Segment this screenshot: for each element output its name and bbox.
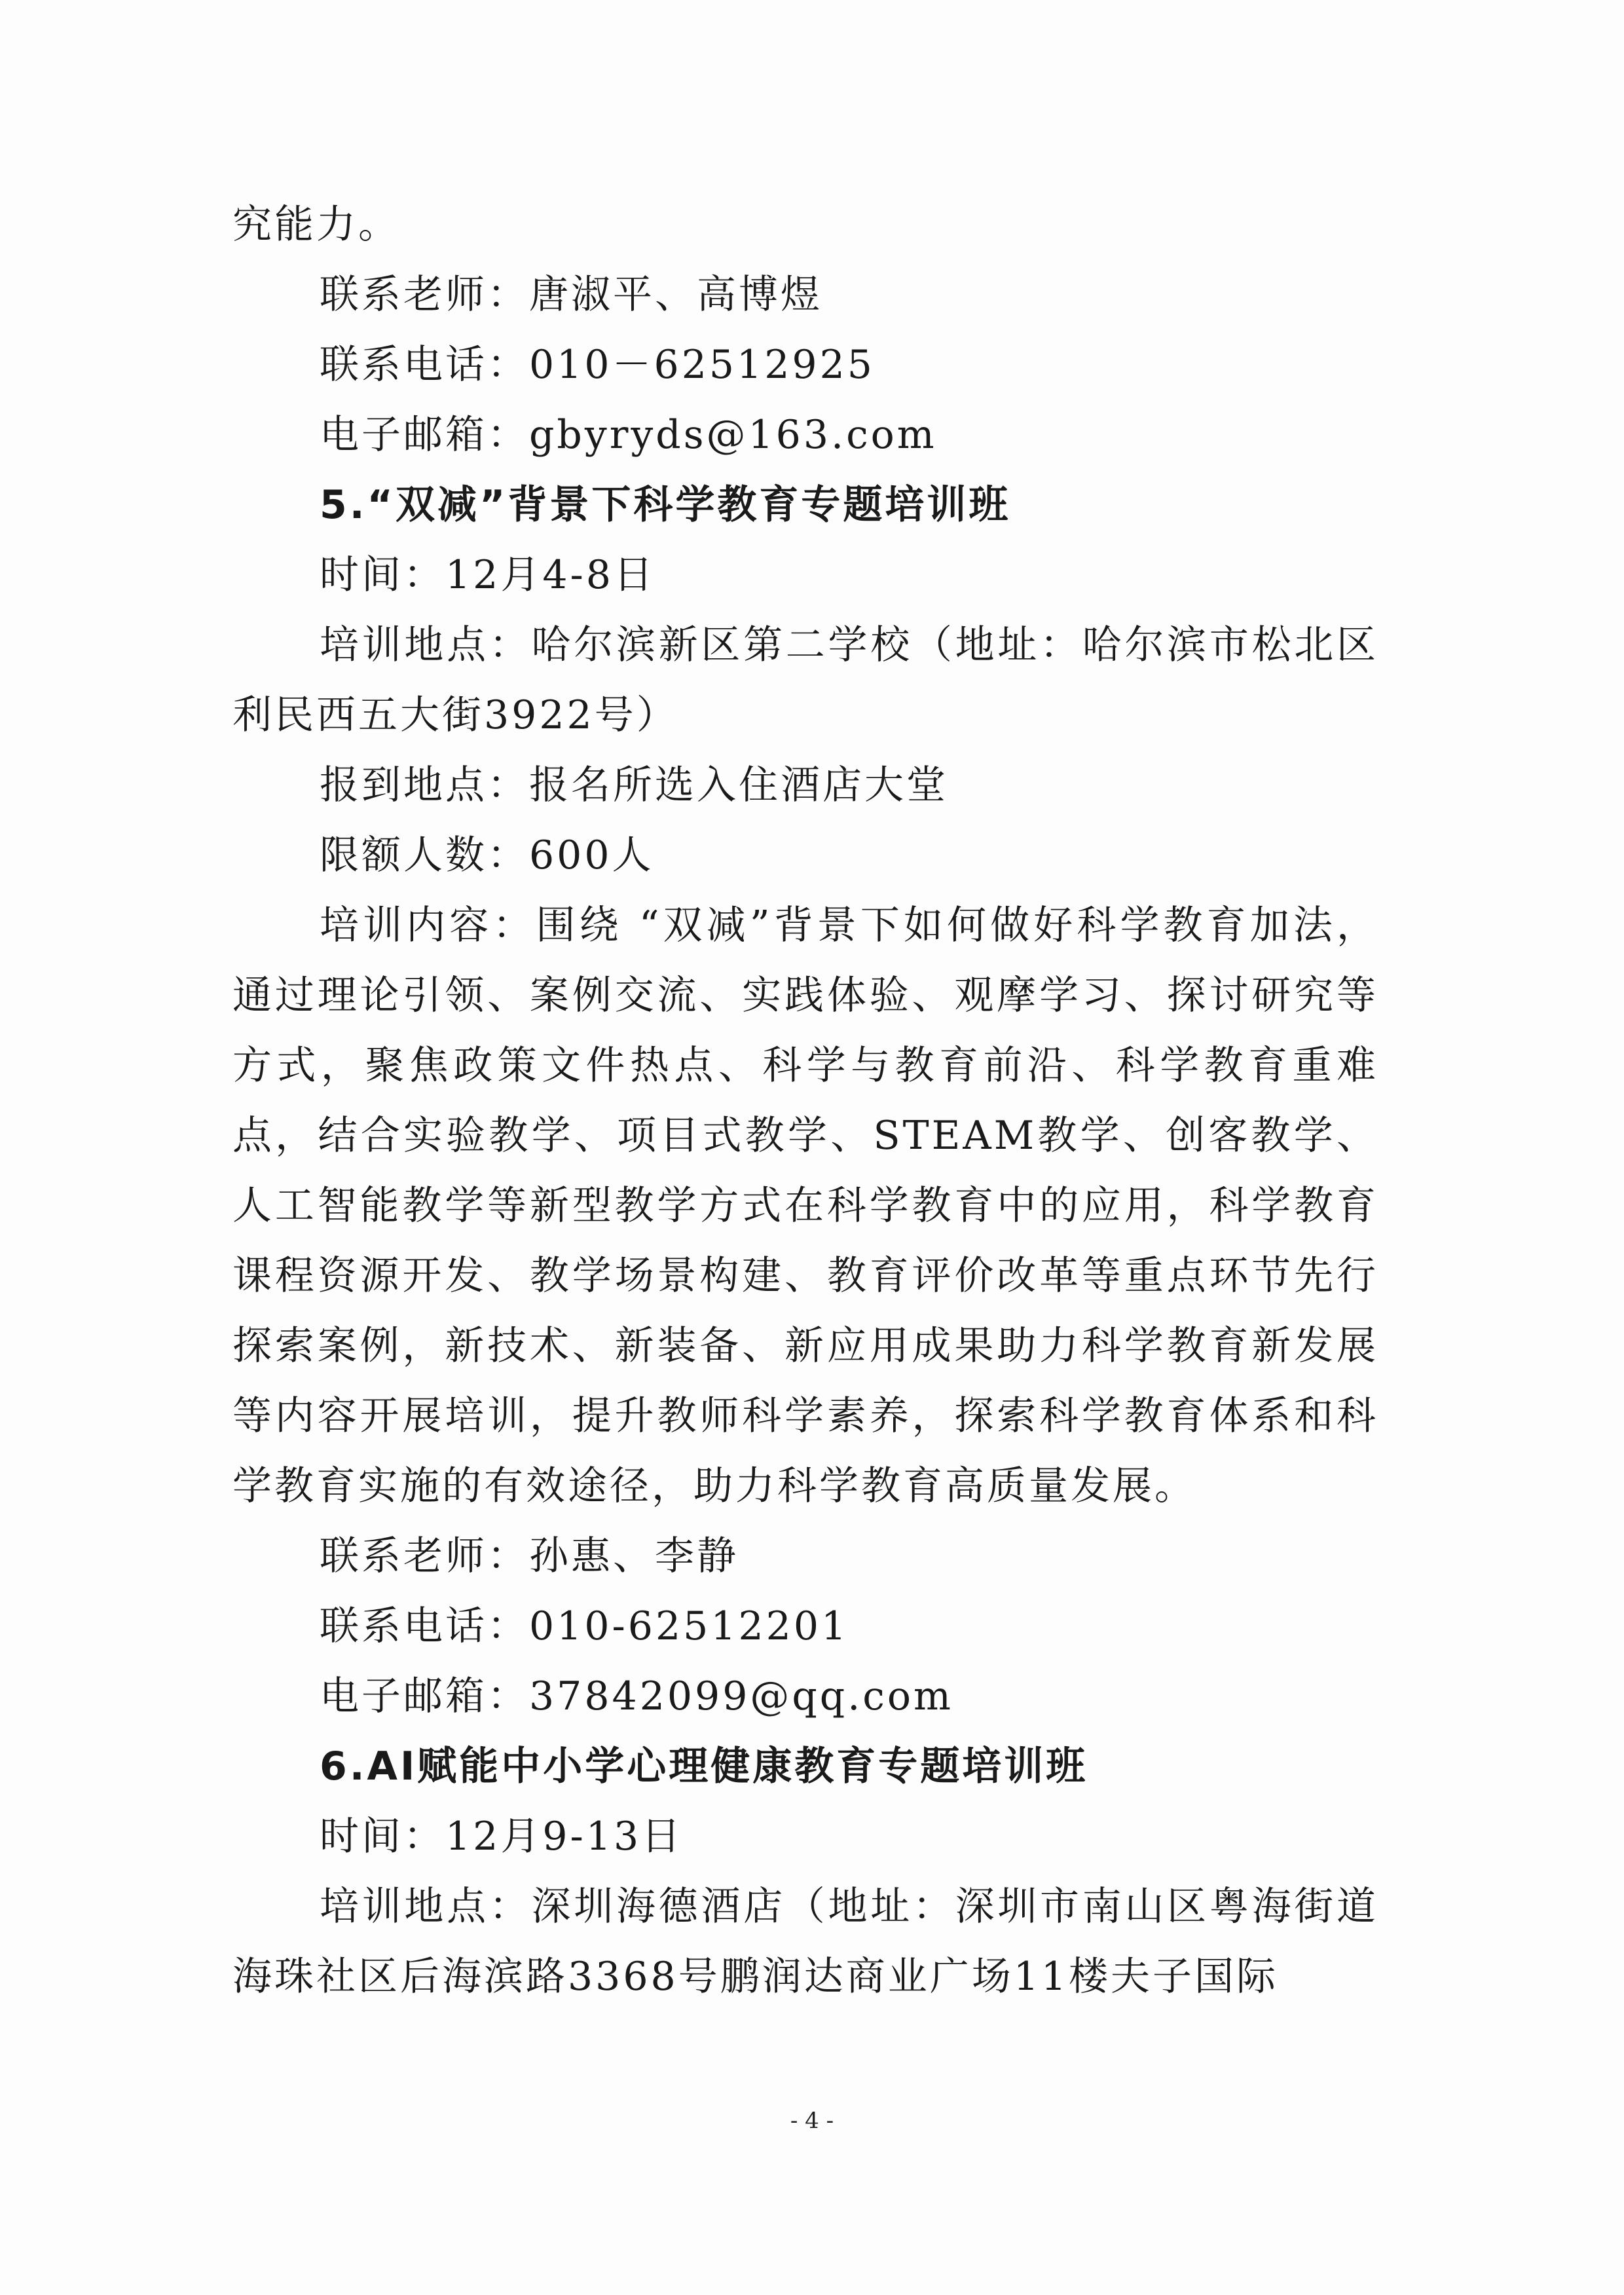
section5-checkin: 报到地点：报名所选入住酒店大堂 bbox=[320, 762, 948, 808]
section5-contact-phone: 联系电话：010-62512201 bbox=[320, 1603, 849, 1649]
section5-email: 电子邮箱：37842099@qq.com bbox=[320, 1673, 953, 1719]
section6-time: 时间：12月9-13日 bbox=[320, 1814, 684, 1859]
section4-contact-phone: 联系电话：010－62512925 bbox=[320, 342, 875, 388]
section5-quota: 限额人数：600人 bbox=[320, 832, 654, 878]
section4-email: 电子邮箱：gbyryds@163.com bbox=[320, 412, 937, 458]
section5-contact-teacher: 联系老师：孙惠、李静 bbox=[320, 1533, 739, 1579]
document-body bbox=[232, 190, 1378, 2012]
section6-venue: 培训地点：深圳海德酒店（地址：深圳市南山区粤海街道海珠社区后海滨路3368号鹏润达商业广场11楼夫子国际 bbox=[232, 1884, 1378, 2000]
section5-time: 时间：12月4-8日 bbox=[320, 552, 655, 598]
page-number: - 4 - bbox=[790, 2108, 834, 2134]
section5-venue: 培训地点：哈尔滨新区第二学校（地址：哈尔滨市松北区利民西五大街3922号） bbox=[232, 622, 1378, 738]
section6-heading: 6.AI赋能中小学心理健康教育专题培训班 bbox=[320, 1744, 1088, 1789]
section5-heading: 5.“双减”背景下科学教育专题培训班 bbox=[320, 482, 1011, 528]
section4-contact-teacher: 联系老师：唐淑平、高博煜 bbox=[320, 272, 822, 318]
section4-continuation: 究能力。 bbox=[232, 202, 400, 248]
section5-content: 培训内容：围绕 “双减”背景下如何做好科学教育加法，通过理论引领、案例交流、实践体验、观摩学习、探讨研究等方式，聚焦政策文件热点、科学与教育前沿、科学教育重难点，结合实验教学、项目式教学、STEAM教学、创客教学、人工智能教学等新型教学方式在科学教育中的应用，科学教育课程资源开发、教学场景构建、教育评价改革等重点环节先行探索案例，新技术、新装备、新应用成果助力科学教育新发展等内容开展培训，提升教师科学素养，探索科学教育体系和科学教育实施的有效途径，助力科学教育高质量发展。 bbox=[232, 903, 1378, 1509]
